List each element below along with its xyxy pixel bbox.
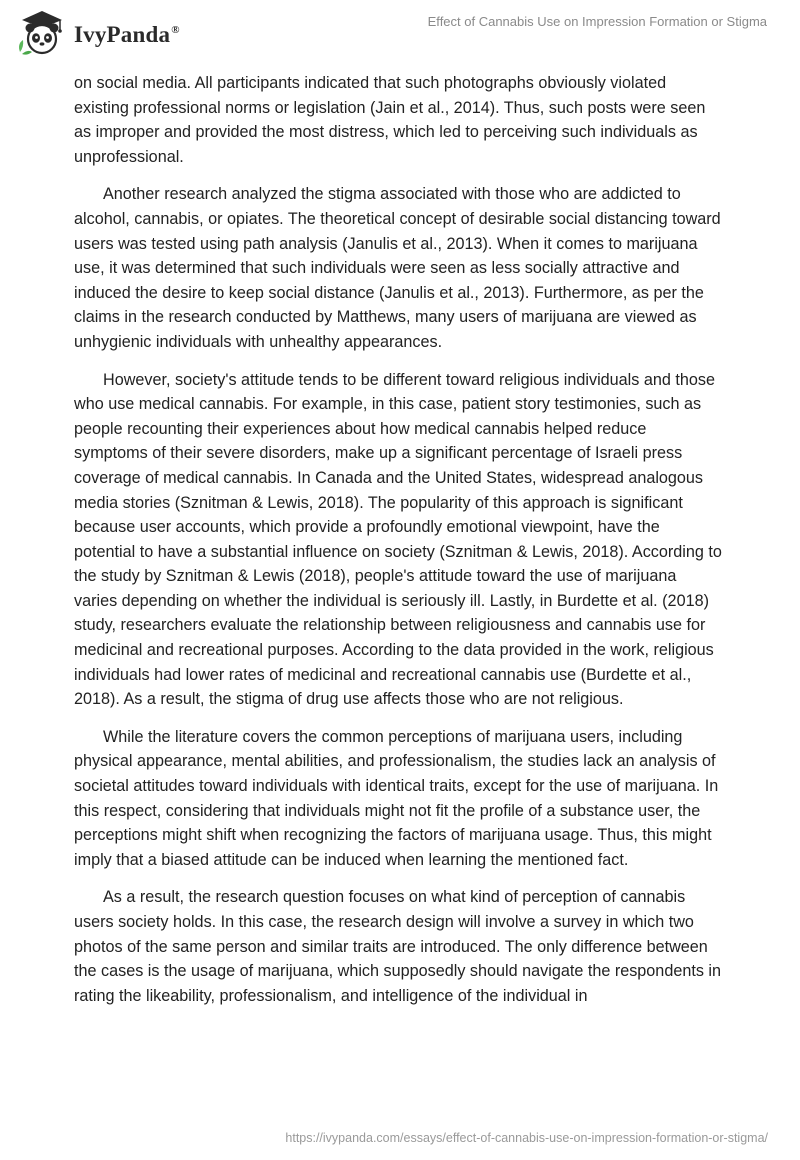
paragraph: While the literature covers the common perceptions of marijuana users, including physical appearance, mental abilities, and professionalism, the studies lack an analysis of societal attitudes toward individuals with identical traits, except for the use of marijuana. In this respect, considering that individuals might not fit the profile of a substance user, the perceptions might shift when recognizing the factors of marijuana usage. Thus, this might imply that a biased attitude can be induced when learning the mentioned fact. <box>74 727 719 869</box>
document-title: Effect of Cannabis Use on Impression Formation or Stigma <box>427 14 767 29</box>
ivypanda-logo[interactable] <box>14 8 180 56</box>
brand-name: IvyPanda® <box>74 21 180 47</box>
paragraph-continuation: on social media. All participants indicated that such photographs obviously violated existing professional norms or legislation (Jain et al., 2014). Thus, such posts were seen as improper and provided the most distress, which led to perceiving such individuals as unprofessional. <box>74 74 706 166</box>
paragraph: Another research analyzed the stigma associated with those who are addicted to alcohol, cannabis, or opiates. The theoretical concept of desirable social distancing toward users was tested using path analysis (Janulis et al., 2013). When it comes to marijuana use, it was determined that such individuals were seen as less socially attractive and induced the desire to keep social distance (Janulis et al., 2013). Furthermore, as per the claims in the research conducted by Matthews, many users of marijuana are viewed as unhygienic individuals with unhealthy appearances. <box>74 185 721 351</box>
paragraph: As a result, the research question focuses on what kind of perception of cannabis users society holds. In this case, the research design will involve a survey in which two photos of the same person and similar traits are introduced. The only difference between the cases is the usage of marijuana, which supposedly should navigate the respondents in rating the likeability, professionalism, and intelligence of the individual in <box>74 888 722 1005</box>
paragraph: However, society's attitude tends to be different toward religious individuals and those who use medical cannabis. For example, in this case, patient story testimonies, such as people recounting their experiences about how medical cannabis helped reduce symptoms of their severe disorders, make up a significant percentage of Israeli press coverage of medical cannabis. In Canada and the United States, widespread analogous media stories (Sznitman & Lewis, 2018). The popularity of this approach is significant because user accounts, which provide a profoundly emotional viewpoint, have the potential to have a substantial influence on society (Sznitman & Lewis, 2018). According to the study by Sznitman & Lewis (2018), people's attitude toward the use of marijuana varies depending on whether the individual is seriously ill. Lastly, in Burdette et al. (2018) study, researchers evaluate the relationship between religiousness and cannabis use for medicinal and recreational purposes. According to the data provided in the work, religious individuals had lower rates of medicinal and recreational cannabis use (Burdette et al., 2018). As a result, the stigma of drug use affects those who are not religious. <box>74 370 722 709</box>
essay-body <box>74 71 724 1021</box>
page-header <box>0 0 800 70</box>
source-url-link[interactable]: https://ivypanda.com/essays/effect-of-cannabis-use-on-impression-formation-or-stigma/ <box>285 1131 768 1145</box>
panda-graduate-icon <box>14 8 70 56</box>
